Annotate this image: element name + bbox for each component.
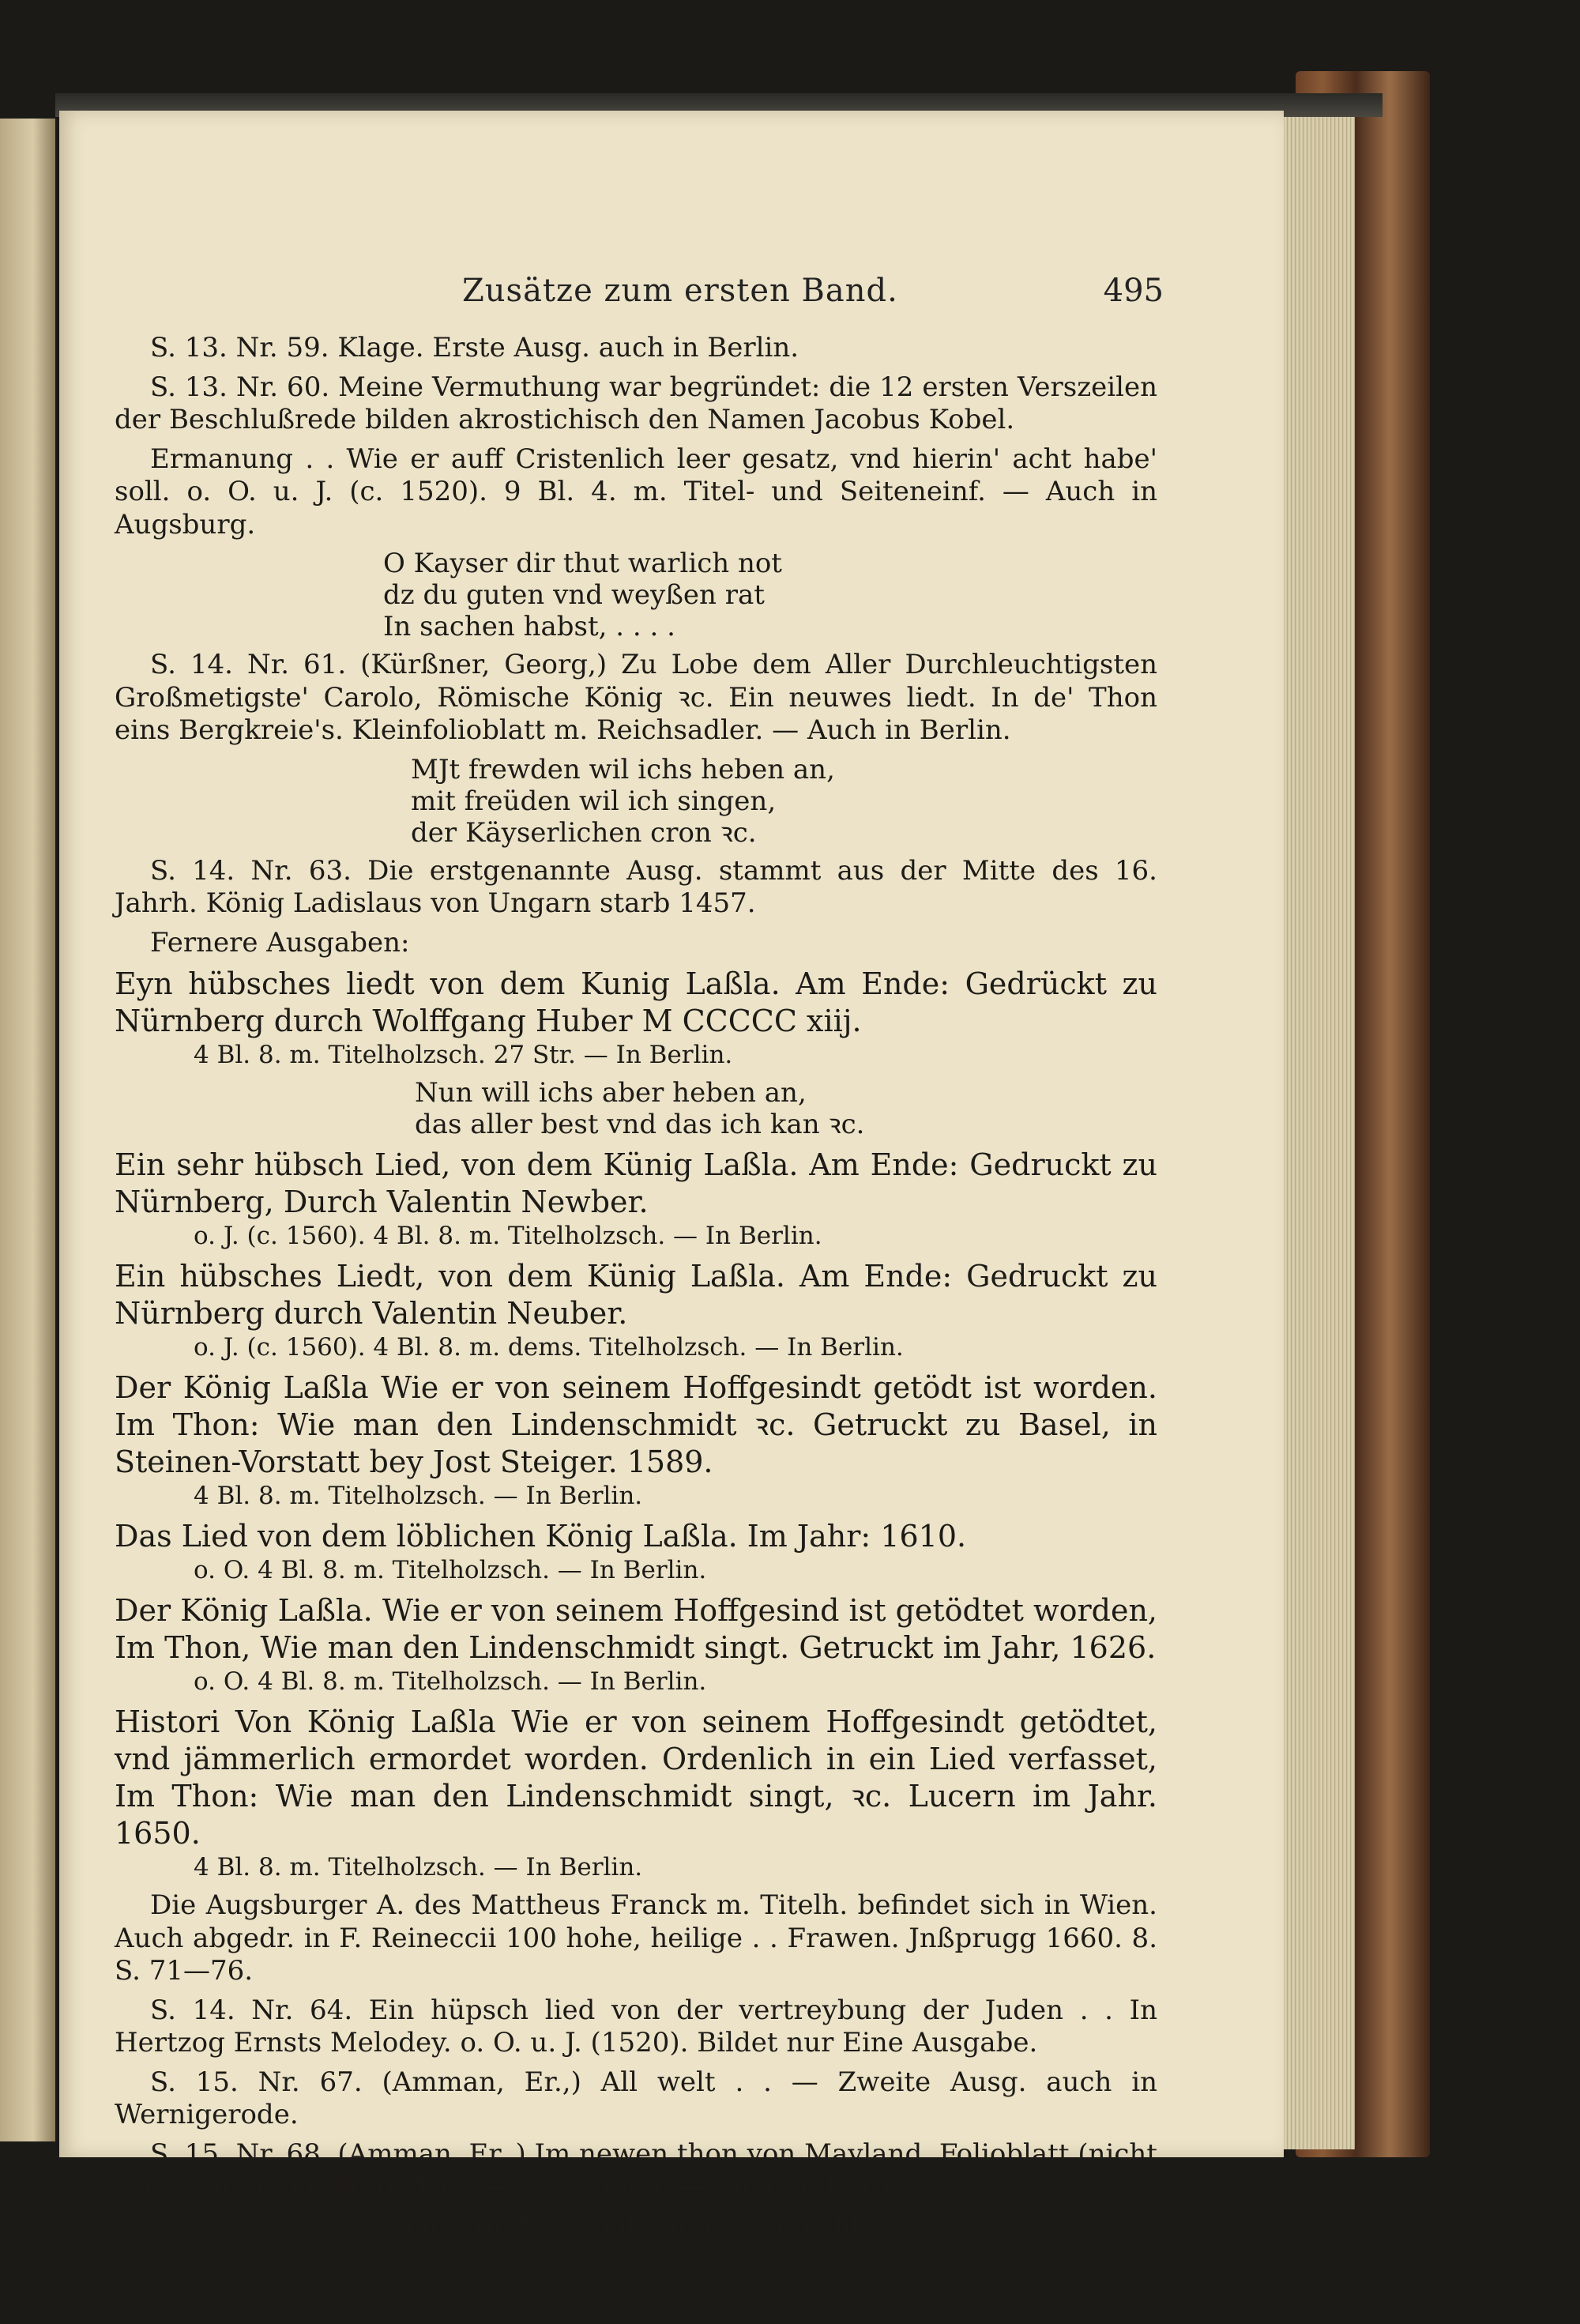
paragraph: S. 13. Nr. 60. Meine Vermuthung war begründet: die 12 ersten Verszeilen der Beschlußrede bilden akrostichisch den Namen Jacobus Kobel. — [115, 371, 1157, 435]
edition-entry — [115, 1704, 1157, 1883]
verse-line: MJt frewden wil ichs heben an, — [411, 753, 835, 785]
paragraph: S. 15. Nr. 67. (Amman, Er.,) All welt . . — Zweite Ausg. auch in Wernigerode. — [115, 2066, 1157, 2130]
verse-line: HOrt von Mayland ain new gedicht ꝛc. — [383, 2209, 907, 2242]
edition-title: Ein sehr hübsch Lied, von dem Künig Laßla. Am Ende: Gedruckt zu Nürnberg, Durch Valentin Newber. — [115, 1147, 1157, 1219]
edition-details: o. J. (c. 1560). 4 Bl. 8. m. Titelholzsch. — In Berlin. — [194, 1222, 822, 1250]
paragraph: Die Augsburger A. des Mattheus Franck m. Titelh. befindet sich in Wien. Auch abgedr. in F. Reineccii 100 hohe, heilige . . Frawen. Jnßprugg 1660. 8. S. 71—76. — [115, 1889, 1157, 1987]
verse-line: dz du guten vnd weyßen rat — [383, 579, 765, 611]
paragraph: S. 13. Nr. 59. Klage. Erste Ausg. auch in Berlin. — [150, 332, 799, 363]
edition-entry — [115, 1258, 1157, 1363]
running-title: Zusätze zum ersten Band. — [462, 273, 898, 309]
edition-entry — [115, 1592, 1157, 1697]
facing-page-edge — [0, 119, 55, 2141]
paragraph: S. 14. Nr. 63. Die erstgenannte Ausg. stammt aus der Mitte des 16. Jahrh. König Ladislaus von Ungarn starb 1457. — [115, 854, 1157, 919]
edition-details: o. O. 4 Bl. 8. m. Titelholzsch. — In Berlin. — [194, 1556, 707, 1584]
edition-entry — [115, 1369, 1157, 1512]
edition-details: 4 Bl. 8. m. Titelholzsch. 27 Str. — In Berlin. — [194, 1041, 733, 1069]
edition-details: 4 Bl. 8. m. Titelholzsch. — In Berlin. — [194, 1482, 643, 1510]
verse-line: Nun will ichs aber heben an, — [415, 1077, 807, 1109]
edition-details: 4 Bl. 8. m. Titelholzsch. — In Berlin. — [194, 1853, 643, 1881]
verse-line: O Kayser dir thut warlich not — [383, 548, 782, 579]
page-number: 495 — [1103, 273, 1164, 309]
verse-quote — [115, 1077, 1157, 1140]
edition-details: o. J. (c. 1560). 4 Bl. 8. m. dems. Titelholzsch. — In Berlin. — [194, 1333, 904, 1362]
verse-quote — [115, 754, 1157, 849]
edition-entry — [115, 966, 1157, 1071]
verse-quote — [115, 2210, 1157, 2242]
text-body — [115, 332, 1157, 2248]
paragraph: S. 15. Nr. 68. (Amman, Er.,) Im newen thon von Mayland. Folioblatt (nicht 8.). Kann in die Jahre 1513—1517 fallen. — Auch in Berlin. — [115, 2138, 1157, 2202]
paragraph: S. 14. Nr. 64. Ein hüpsch lied von der vertreybung der Juden . . In Hertzog Ernsts Melodey. o. O. u. J. (1520). Bildet nur Eine Ausgabe. — [115, 1994, 1157, 2058]
page — [59, 111, 1284, 2242]
verse-quote — [115, 548, 1157, 642]
edition-entry — [115, 1147, 1157, 1252]
verse-line: mit freüden wil ich singen, — [411, 785, 777, 817]
edition-details: o. O. 4 Bl. 8. m. Titelholzsch. — In Berlin. — [194, 1667, 707, 1696]
edition-title: Der König Laßla Wie er von seinem Hoffgesindt getödt ist worden. Im Thon: Wie man den Lindenschmidt ꝛc. Getruckt zu Basel, in Steinen-Vorstatt bey Jost Steiger. 1589. — [115, 1370, 1157, 1479]
verse-line: In sachen habst, . . . . — [383, 611, 675, 642]
paragraph: Fernere Ausgaben: — [150, 926, 410, 959]
edition-title: Histori Von König Laßla Wie er von seinem Hoffgesindt getödtet, vnd jämmerlich ermordet worden. Ordenlich in ein Lied verfasset, Im Thon: Wie man den Lindenschmidt singt, ꝛc. Lucern im Jahr. 1650. — [115, 1704, 1157, 1851]
page-edges — [1276, 107, 1355, 2149]
edition-entry — [115, 1518, 1157, 1586]
edition-title: Eyn hübsches liedt von dem Kunig Laßla. Am Ende: Gedrückt zu Nürnberg durch Wolffgang Huber M CCCCC xiij. — [115, 966, 1157, 1038]
paragraph: Ermanung . . Wie er auff Cristenlich leer gesatz, vnd hierin' acht habe' soll. o. O. u. J. (c. 1520). 9 Bl. 4. m. Titel- und Seiteneinf. — Auch in Augsburg. — [115, 443, 1157, 541]
edition-title: Ein hübsches Liedt, von dem Künig Laßla. Am Ende: Gedruckt zu Nürnberg durch Valentin Neuber. — [115, 1259, 1157, 1331]
edition-title: Der König Laßla. Wie er von seinem Hoffgesind ist getödtet worden, Im Thon, Wie man den Lindenschmidt singt. Getruckt im Jahr, 1626. — [115, 1593, 1157, 1665]
verse-line: das aller best vnd das ich kan ꝛc. — [415, 1109, 865, 1140]
verse-line: der Käyserlichen cron ꝛc. — [411, 816, 757, 849]
edition-title: Das Lied von dem löblichen König Laßla. Im Jahr: 1610. — [115, 1519, 967, 1554]
paragraph: S. 14. Nr. 61. (Kürßner, Georg,) Zu Lobe dem Aller Durchleuchtigsten Großmetigste' Carolo, Römische König ꝛc. Ein neuwes liedt. In de' Thon eins Bergkreie's. Kleinfolioblatt m. Reichsadler. — Auch in Berlin. — [115, 649, 1157, 746]
